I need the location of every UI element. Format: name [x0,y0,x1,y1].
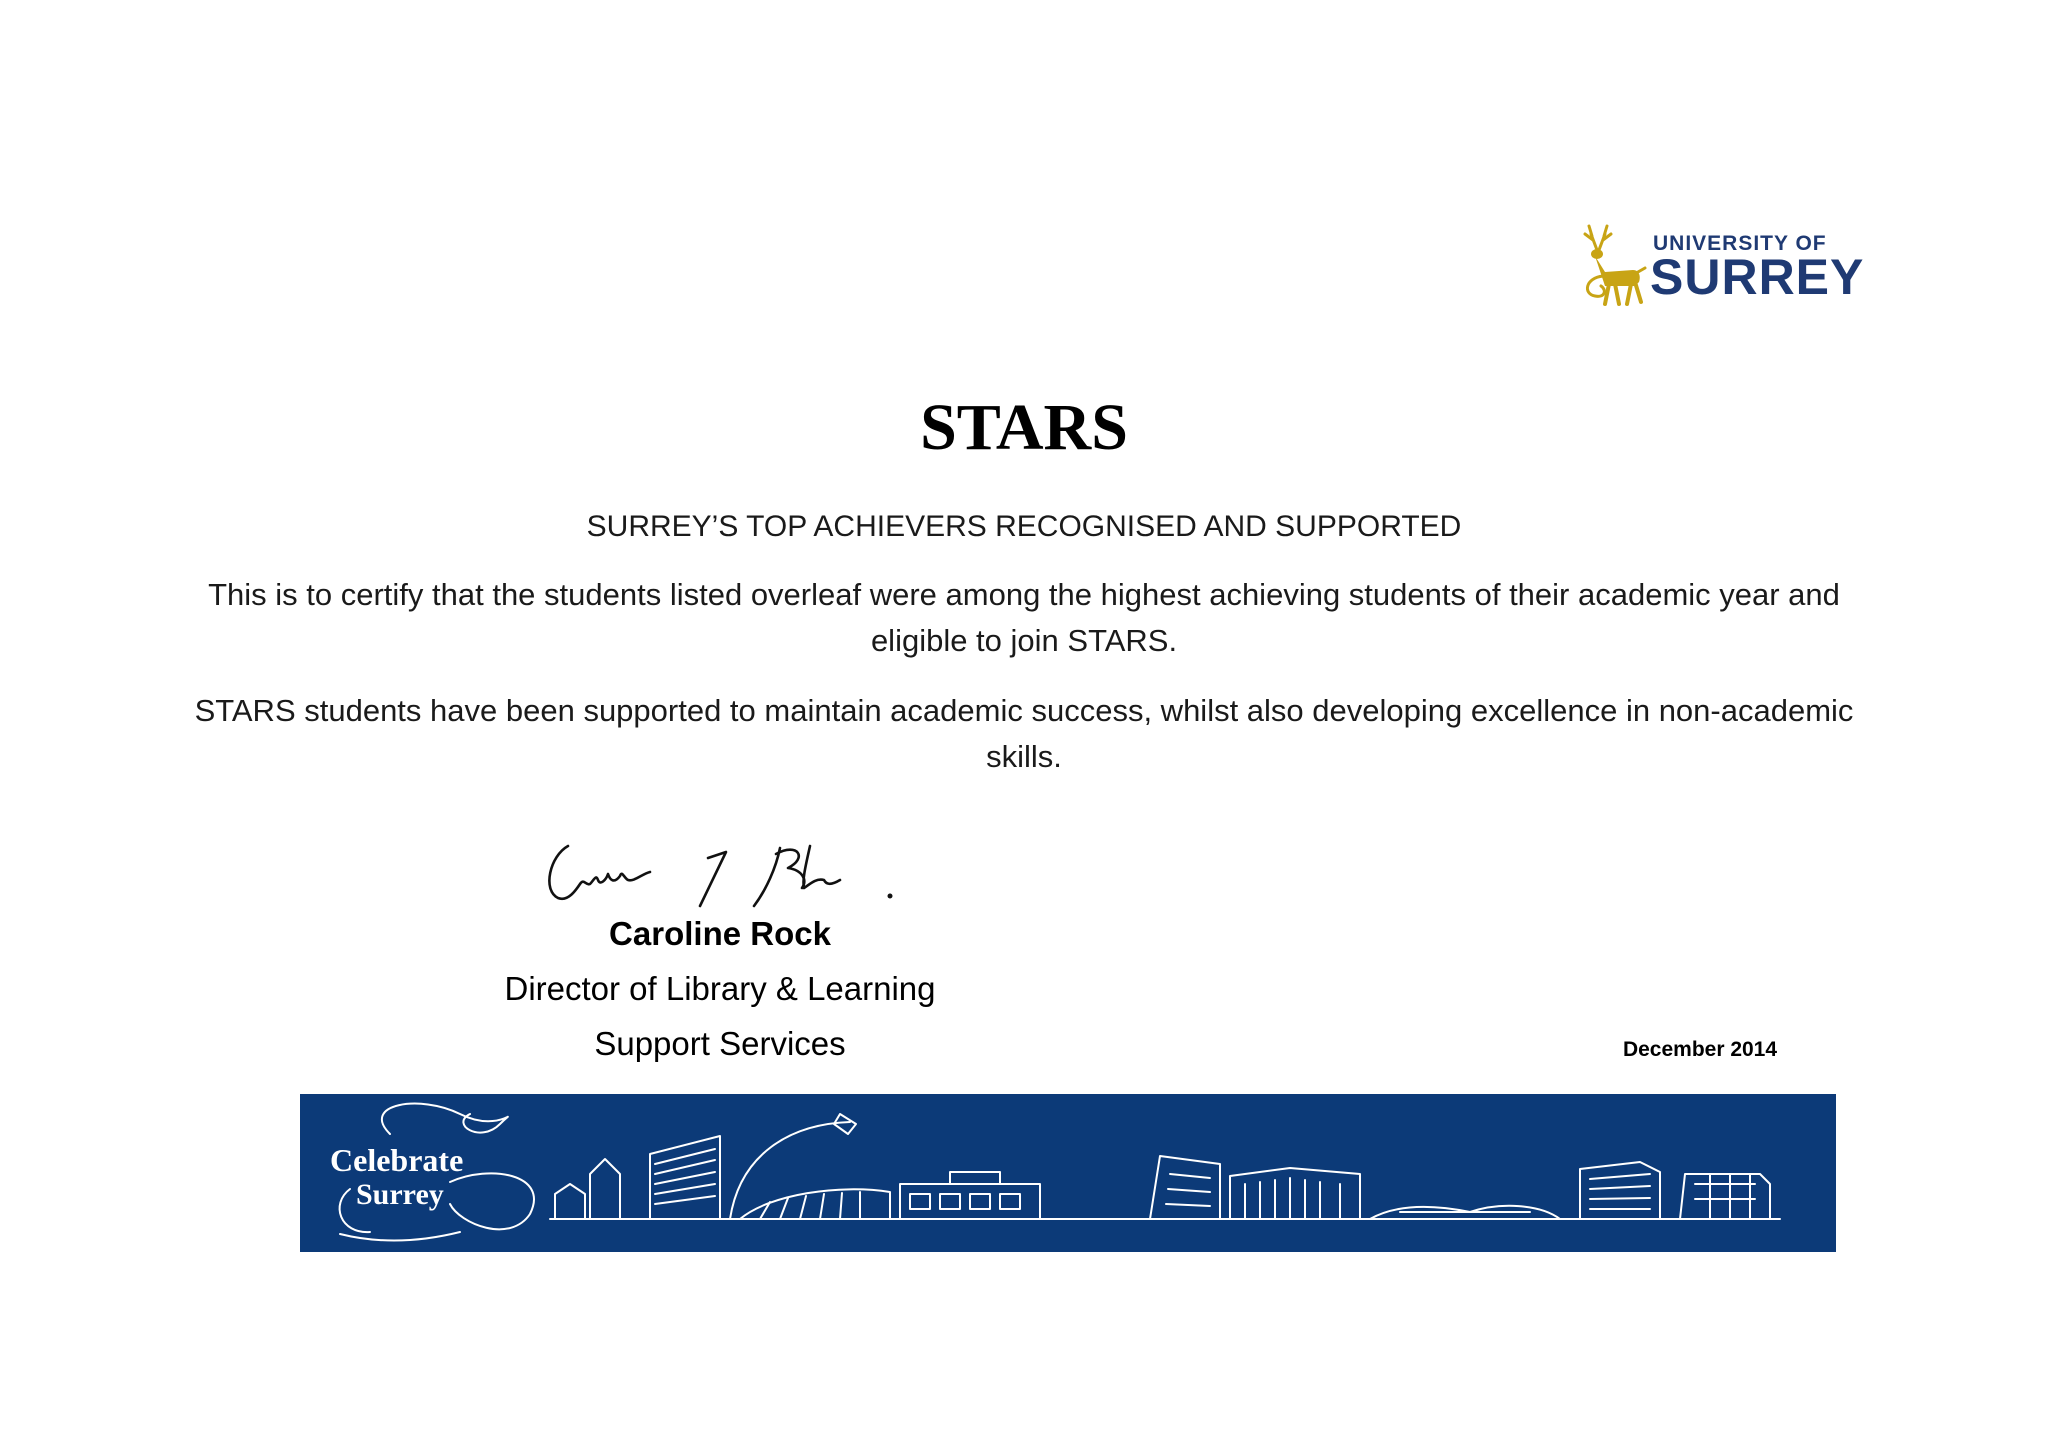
handwritten-signature [540,828,910,908]
banner-text-celebrate: Celebrate [330,1142,464,1178]
celebrate-surrey-banner [300,1094,1836,1252]
university-logo [1575,220,1865,310]
signatory-title-line2: Support Services [594,1025,846,1062]
logo-top-line: UNIVERSITY OF [1653,232,1827,255]
stag-icon [1575,220,1655,310]
certificate-subtitle: SURREY’S TOP ACHIEVERS RECOGNISED AND SUPPORTED [586,510,1462,543]
signatory-name: Caroline Rock [609,915,831,952]
certificate-title: STARS [920,391,1128,464]
description-paragraph: STARS students have been supported to maintain academic success, whilst also developing excellence in non-academic skills. [194,693,1854,774]
certificate-date: December 2014 [1622,1038,1778,1061]
signatory-title-line1: Director of Library & Learning [504,970,936,1007]
signatory-block [440,906,1000,1071]
certification-paragraph: This is to certify that the students listed overleaf were among the highest achieving students of their academic year and eligible to join STARS. [208,577,1840,658]
banner-text-surrey: Surrey [356,1178,444,1211]
campus-skyline-illustration [300,1094,1836,1252]
logo-wordmark: SURREY [1650,249,1865,305]
